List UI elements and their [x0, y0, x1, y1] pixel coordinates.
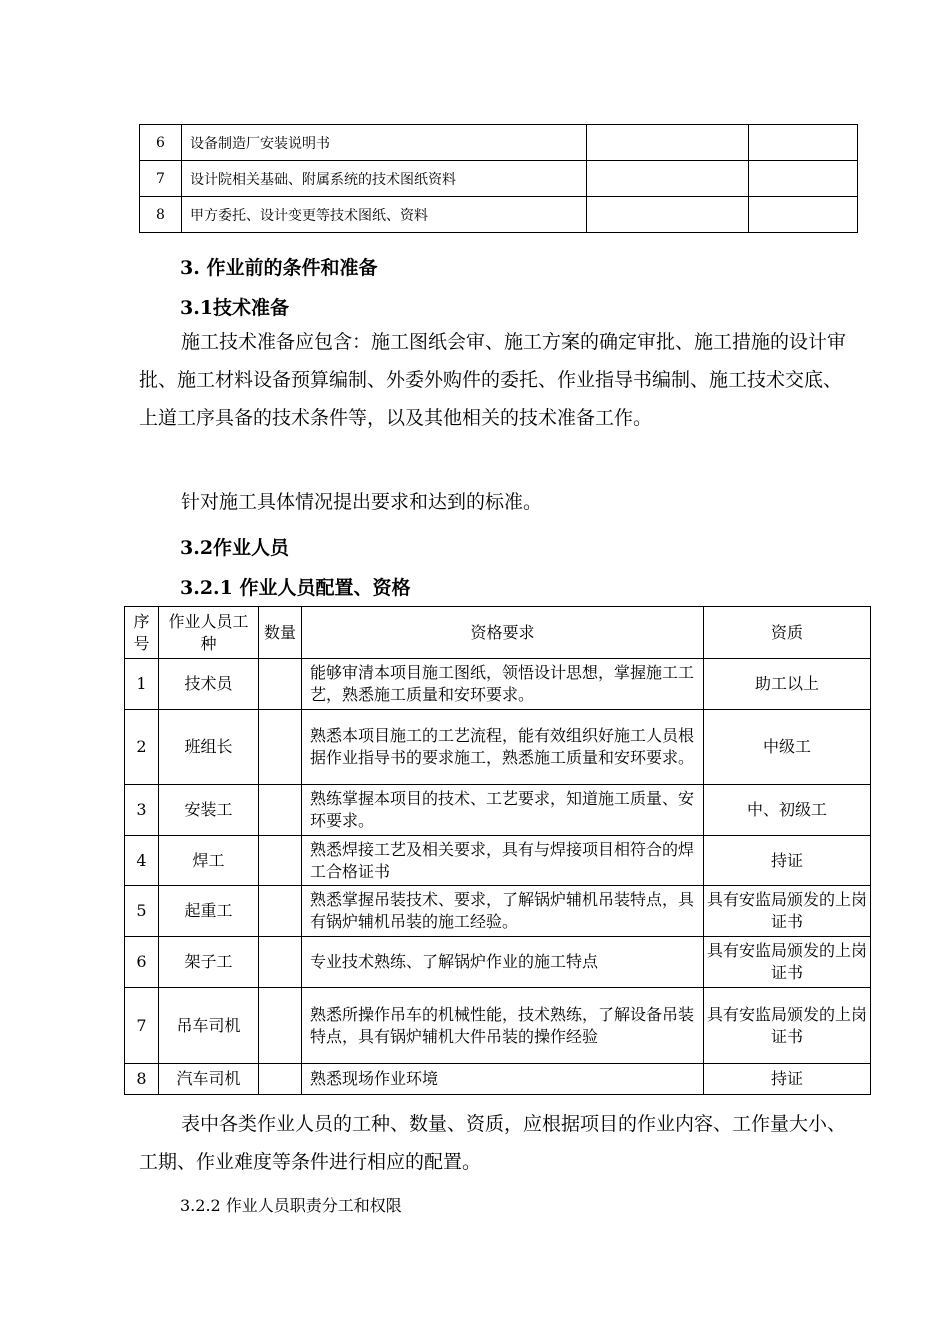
staff-type: 吊车司机 — [159, 988, 259, 1064]
table-row — [125, 710, 871, 785]
staff-requirements: 熟悉掌握吊装技术、要求，了解锅炉辅机吊装特点，具有锅炉辅机吊装的施工经验。 — [302, 886, 704, 937]
staff-type: 焊工 — [159, 836, 259, 886]
staff-type: 技术员 — [159, 659, 259, 710]
header-qty: 数量 — [259, 607, 302, 659]
row-number: 4 — [125, 836, 159, 886]
table-row — [125, 659, 871, 710]
table-row — [140, 197, 858, 233]
staff-qualification: 中级工 — [704, 710, 871, 785]
staff-qualification: 中、初级工 — [704, 785, 871, 836]
table-row — [125, 836, 871, 886]
empty-cell — [587, 125, 749, 161]
section-3-2-2-heading: 3.2.2 作业人员职责分工和权限 — [180, 1196, 402, 1215]
row-number: 3 — [125, 785, 159, 836]
staff-requirements: 能够审清本项目施工图纸，领悟设计思想，掌握施工工艺，熟悉施工质量和安环要求。 — [302, 659, 704, 710]
staff-qty — [259, 710, 302, 785]
staff-qty — [259, 1064, 302, 1095]
staff-requirements: 熟悉现场作业环境 — [302, 1064, 704, 1095]
empty-cell — [587, 197, 749, 233]
staff-requirements: 熟悉焊接工艺及相关要求，具有与焊接项目相符合的焊工合格证书 — [302, 836, 704, 886]
staff-qualification: 具有安监局颁发的上岗证书 — [704, 988, 871, 1064]
staff-qty — [259, 937, 302, 988]
staff-qualification-table — [124, 606, 871, 1095]
table-header-row — [125, 607, 871, 659]
row-number: 5 — [125, 886, 159, 937]
staff-type: 起重工 — [159, 886, 259, 937]
empty-cell — [587, 161, 749, 197]
header-qualification: 资质 — [704, 607, 871, 659]
staff-type: 班组长 — [159, 710, 259, 785]
staff-qty — [259, 836, 302, 886]
section-3-2-1-heading: 3.2.1 作业人员配置、资格 — [180, 577, 411, 599]
staff-type: 安装工 — [159, 785, 259, 836]
row-number: 7 — [140, 161, 182, 197]
header-type: 作业人员工种 — [159, 607, 259, 659]
empty-cell — [749, 125, 858, 161]
table-row — [125, 886, 871, 937]
staff-requirements: 熟练掌握本项目的技术、工艺要求，知道施工质量、安环要求。 — [302, 785, 704, 836]
header-requirements: 资格要求 — [302, 607, 704, 659]
document-item: 甲方委托、设计变更等技术图纸、资料 — [182, 197, 587, 233]
staff-qualification: 具有安监局颁发的上岗证书 — [704, 937, 871, 988]
table-row — [125, 937, 871, 988]
row-number: 8 — [125, 1064, 159, 1095]
standards-paragraph: 针对施工具体情况提出要求和达到的标准。 — [181, 491, 543, 513]
staff-configuration-paragraph: 表中各类作业人员的工种、数量、资质，应根据项目的作业内容、工作量大小、工期、作业难度等条件进行相应的配置。 — [139, 1113, 847, 1173]
staff-qty — [259, 988, 302, 1064]
section-3-2-heading: 3.2作业人员 — [180, 537, 290, 559]
table-row — [125, 988, 871, 1064]
staff-requirements: 熟悉所操作吊车的机械性能，技术熟练，了解设备吊装特点，具有锅炉辅机大件吊装的操作经验 — [302, 988, 704, 1064]
staff-qty — [259, 785, 302, 836]
staff-type: 架子工 — [159, 937, 259, 988]
row-number: 8 — [140, 197, 182, 233]
technical-preparation-paragraph: 施工技术准备应包含：施工图纸会审、施工方案的确定审批、施工措施的设计审批、施工材料设备预算编制、外委外购件的委托、作业指导书编制、施工技术交底、上道工序具备的技术条件等，以及其他相关的技术准备工作。 — [139, 331, 847, 429]
section-3-heading: 3. 作业前的条件和准备 — [180, 257, 378, 279]
header-no: 序号 — [125, 607, 159, 659]
empty-cell — [749, 197, 858, 233]
table-row — [125, 1064, 871, 1095]
document-item: 设计院相关基础、附属系统的技术图纸资料 — [182, 161, 587, 197]
document-item: 设备制造厂安装说明书 — [182, 125, 587, 161]
staff-qualification: 助工以上 — [704, 659, 871, 710]
staff-requirements: 熟悉本项目施工的工艺流程，能有效组织好施工人员根据作业指导书的要求施工，熟悉施工质量和安环要求。 — [302, 710, 704, 785]
table-row — [125, 785, 871, 836]
empty-cell — [749, 161, 858, 197]
staff-qty — [259, 659, 302, 710]
staff-qualification: 持证 — [704, 836, 871, 886]
staff-qualification: 持证 — [704, 1064, 871, 1095]
row-number: 6 — [140, 125, 182, 161]
staff-qty — [259, 886, 302, 937]
staff-qualification: 具有安监局颁发的上岗证书 — [704, 886, 871, 937]
table-row — [140, 161, 858, 197]
section-3-1-heading: 3.1技术准备 — [180, 297, 290, 319]
table-row — [140, 125, 858, 161]
row-number: 6 — [125, 937, 159, 988]
staff-requirements: 专业技术熟练、了解锅炉作业的施工特点 — [302, 937, 704, 988]
reference-documents-table — [139, 124, 858, 233]
row-number: 7 — [125, 988, 159, 1064]
row-number: 2 — [125, 710, 159, 785]
row-number: 1 — [125, 659, 159, 710]
staff-type: 汽车司机 — [159, 1064, 259, 1095]
